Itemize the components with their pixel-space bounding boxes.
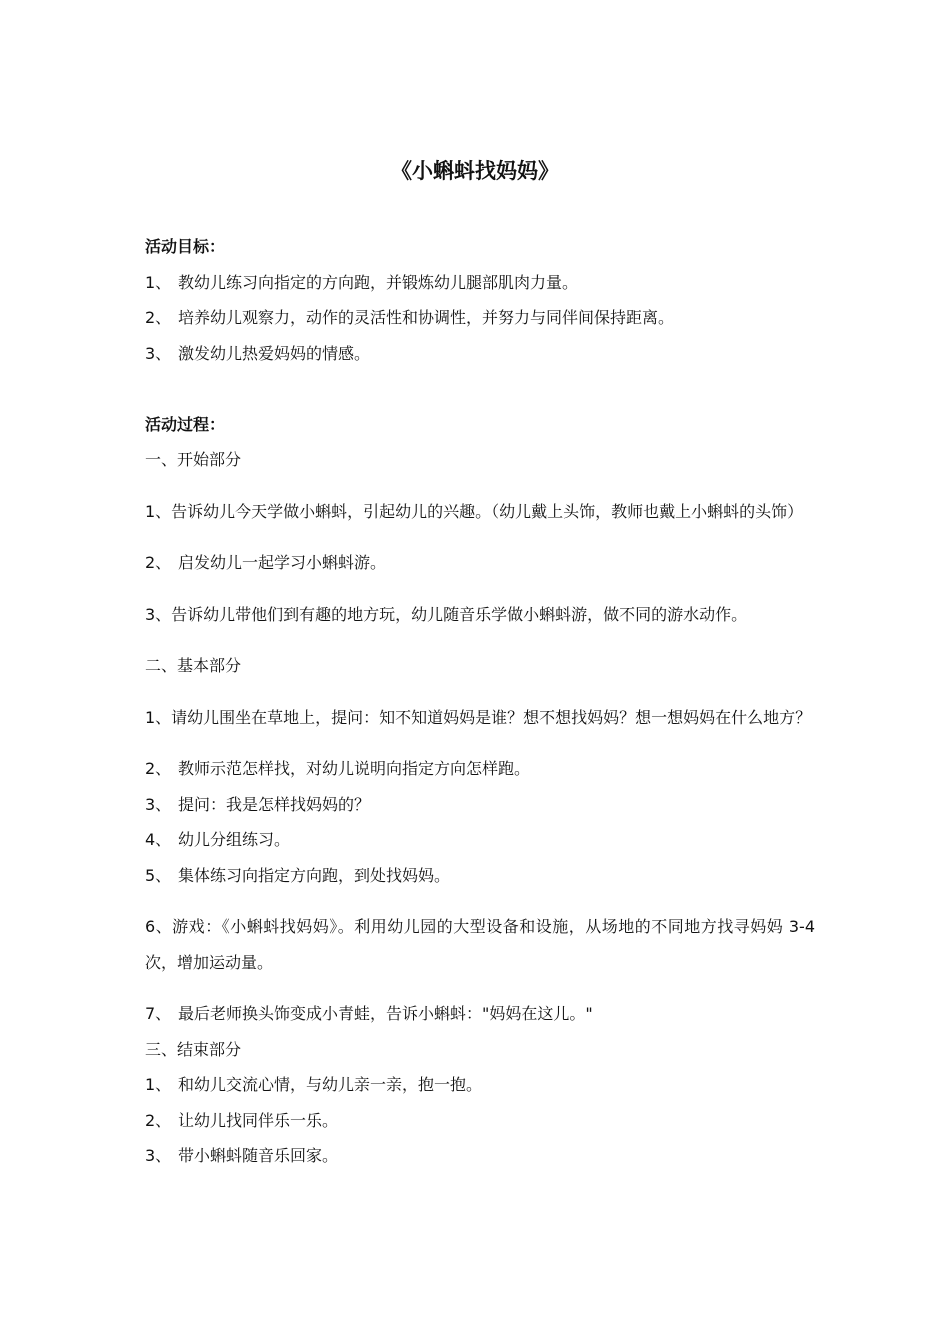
item-number: 2、 <box>145 553 172 572</box>
item-text: 教师示范怎样找，对幼儿说明向指定方向怎样跑。 <box>178 759 531 778</box>
part1-title: 一、开始部分 <box>145 450 242 469</box>
item-number: 3、 <box>145 794 172 814</box>
item-number: 4、 <box>145 830 172 849</box>
part1-item-1: 1、告诉幼儿今天学做小蝌蚪，引起幼儿的兴趣。（幼儿戴上头饰，教师也戴上小蝌蚪的头饰） <box>145 501 804 521</box>
goal-item <box>145 300 815 336</box>
part2-item-3 <box>145 787 815 823</box>
item-number: 2、 <box>145 759 172 778</box>
part2-title: 二、基本部分 <box>145 656 242 675</box>
item-text: 和幼儿交流心情，与幼儿亲一亲，抱一抱。 <box>178 1075 483 1094</box>
section-spacer <box>145 371 815 407</box>
part2-item-6: 6、游戏：《小蝌蚪找妈妈》。利用幼儿园的大型设备和设施，从场地的不同地方找寻妈妈 3-4 次，增加运动量。 <box>145 917 815 972</box>
part2-item-4 <box>145 822 815 858</box>
item-number: 3、 <box>145 1146 172 1165</box>
part2-item-2 <box>145 751 815 787</box>
goal-number: 1、 <box>145 272 172 292</box>
item-text: 启发幼儿一起学习小蝌蚪游。 <box>178 553 387 572</box>
goal-text: 激发幼儿热爱妈妈的情感。 <box>178 343 371 363</box>
item-text: 让幼儿找同伴乐一乐。 <box>178 1110 339 1130</box>
part3-title: 三、结束部分 <box>145 1039 242 1059</box>
goal-item <box>145 336 815 372</box>
process-heading: 活动过程： <box>145 414 226 434</box>
document-body <box>145 229 815 1174</box>
item-number: 1、 <box>145 1075 172 1094</box>
goal-number: 2、 <box>145 308 172 327</box>
item-text: 幼儿分组练习。 <box>178 830 291 849</box>
part1-item-2 <box>145 545 815 581</box>
part2-item-5 <box>145 858 815 894</box>
part3-item <box>145 1067 815 1103</box>
item-number: 5、 <box>145 865 172 885</box>
item-text: 带小蝌蚪随音乐回家。 <box>178 1146 339 1165</box>
item-number: 7、 <box>145 1004 172 1023</box>
item-number: 2、 <box>145 1110 172 1130</box>
goal-item <box>145 265 815 301</box>
goal-number: 3、 <box>145 343 172 363</box>
item-text: 集体练习向指定方向跑，到处找妈妈。 <box>178 865 451 885</box>
document-title: 《小蝌蚪找妈妈》 <box>391 159 559 183</box>
item-text: 提问：我是怎样找妈妈的？ <box>178 794 371 814</box>
part2-item-7 <box>145 996 815 1032</box>
part1-item-3: 3、告诉幼儿带他们到有趣的地方玩，幼儿随音乐学做小蝌蚪游，做不同的游水动作。 <box>145 604 748 624</box>
part2-item-1: 1、请幼儿围坐在草地上，提问：知不知道妈妈是谁？想不想找妈妈？想一想妈妈在什么地方？ <box>145 707 812 727</box>
item-text: 最后老师换头饰变成小青蛙，告诉小蝌蚪："妈妈在这儿。" <box>178 1004 593 1023</box>
goal-text: 教幼儿练习向指定的方向跑，并锻炼幼儿腿部肌肉力量。 <box>178 272 579 292</box>
part3-item <box>145 1138 815 1174</box>
goals-heading: 活动目标： <box>145 237 226 256</box>
part3-item <box>145 1103 815 1139</box>
goal-text: 培养幼儿观察力，动作的灵活性和协调性，并努力与同伴间保持距离。 <box>178 308 675 327</box>
